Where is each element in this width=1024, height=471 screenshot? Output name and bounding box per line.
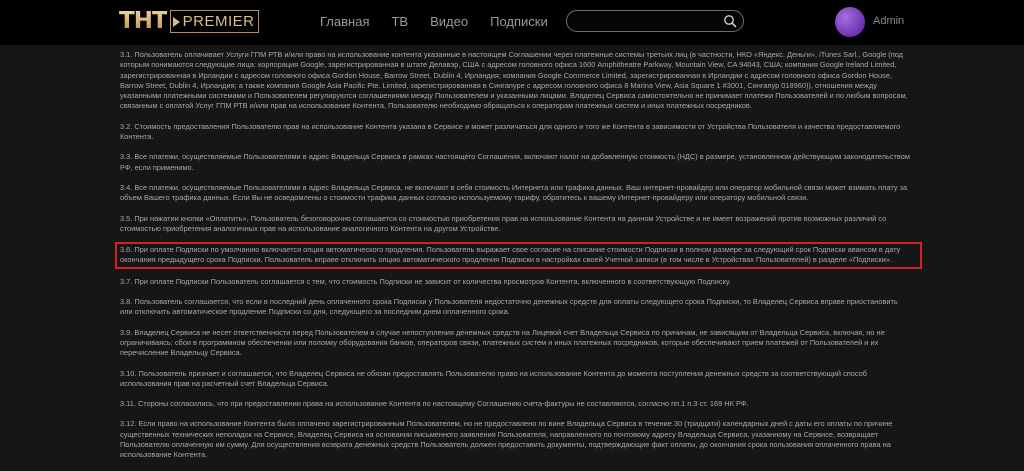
- search-input[interactable]: [577, 13, 721, 31]
- terms-paragraph-3-3: 3.3. Все платежи, осуществляемые Пользователями в адрес Владельца Сервиса в рамках настоящего Соглашения, включают налог на добавленную стоимость (НДС) в размере, установленном действующим законодательством РФ, если применимо.: [120, 152, 910, 172]
- nav-item-tv[interactable]: ТВ: [391, 14, 409, 29]
- search-box: [566, 10, 744, 32]
- terms-paragraph-3-11: 3.11. Стороны согласились, что при предоставлении права на использование Контента по настоящему Соглашению счета-фактуры не составляются, согласно пп.1 п.3 ст. 169 НК РФ.: [120, 399, 749, 409]
- terms-paragraph-3-10: 3.10. Пользователь признает и соглашается, что Владелец Сервиса не обязан предоставлять Пользователю право на использование Контента до момента поступления денежных средств за соответствующий способ использования прав на расчетный счет Владельца Сервиса.: [120, 368, 868, 388]
- nav-item-subscriptions[interactable]: Подписки: [490, 14, 548, 29]
- terms-paragraph-3-9: 3.9. Владелец Сервиса не несет ответственности перед Пользователем в случае непоступления денежных средств на Лицевой счет Владельца Сервиса по причинам, не зависящим от Владельца Сервиса, включая, но не ограничиваясь: сбои в программном обеспечении или поломку оборудования банков, операторов связи, платежных систем и иных платежных посредников, которые обеспечивают прием платежей от Пользователей и их перечисление Владельцу Сервиса.: [120, 327, 885, 358]
- nav-item-home[interactable]: Главная: [320, 14, 370, 29]
- terms-paragraph-3-2: 3.2. Стоимость предоставления Пользователю прав на использование Контента указана в Сервисе и может различаться для одного и того же Контента в зависимости от Устройства Пользователя и качества предоставляемого Контента.: [120, 121, 901, 142]
- terms-paragraph-3-12: 3.12. Если право на использование Контента было оплачено зарегистрированным Пользователем, но не предоставлено по вине Владельца Сервиса в течение 30 (тридцати) календарных дней с даты его оплаты по причине существенных технических неполадок на Сервисе, Владелец Сервиса на основании письменного заявления Пользователя, направленного по почтовому адресу Владельца Сервиса, указанному на Сервисе, возвращает Пользователю оплаченную им сумму. Для осуществления возврата денежных средств Пользователь должен предоставить документы, подтверждающие факт оплаты, до окончания срока пользования оплаченного права на использование Контента.: [120, 419, 893, 460]
- logo-tnt-text: ТНТ: [119, 8, 167, 34]
- terms-paragraph-3-5: 3.5. При нажатии кнопки «Оплатить», Пользователь безоговорочно соглашается со стоимостью приобретения прав на использование Контента на данном Устройстве и не имеет возражений против возможных различий со стоимостью приобретения аналогичных прав на использование аналогичного Контента на другом Устройстве.: [120, 213, 887, 233]
- username[interactable]: Admin: [873, 15, 905, 27]
- terms-content: [120, 50, 910, 471]
- main-nav: [320, 14, 570, 30]
- terms-paragraph-3-7: 3.7. При оплате Подписки Пользователь соглашается с тем, что стоимость Подписки не зависит от количества просмотров Контента, включенного в соответствующую Подписку.: [120, 276, 731, 286]
- terms-paragraph-3-4: 3.4. Все платежи, осуществляемые Пользователями в адрес Владельца Сервиса, не включают в себя стоимость Интернета или трафика данных. Ваш интернет-провайдер или оператор мобильной связи может взимать плату за объем Вашего трафика данных. Если Вы не осведомлены о стоимости трафика данных согласно используемому тарифу, обратитесь к вашему Интернет-провайдеру или оператору мобильной связи.: [120, 182, 908, 203]
- terms-paragraph-3-6-highlighted: 3.6. При оплате Подписки по умолчанию включается опция автоматического продления. Пользователь выражает свое согласие на списание стоимости Подписки в полном размере за следующий срок Подписки авансом в дату окончания предыдущего срока Подписки. Пользователь вправе отключить опцию автоматического продления Подписки в настройках своей Учетной записи (в том числе в Устройствах Пользователей) в разделе «Подписки».: [117, 244, 920, 267]
- logo[interactable]: [119, 9, 259, 34]
- avatar[interactable]: [835, 7, 865, 37]
- play-icon: [173, 17, 180, 27]
- terms-paragraph-3-1: 3.1. Пользователь оплачивает Услуги ГПМ РТВ и/или право на использование контента указанные в настоящем Соглашении через платежные системы третьих лиц (в частности, НКО «Яндекс. Деньги», iTunes Sarl., Google (под которым понимаются следующие лица: корпорация Google, зарегистрированная в штате Делавэр, США с адресом головного офиса 1600 Amphitheatre Parkway, Mountain View, CA 94043, США; компания Google Ireland Limited, зарегистрированная в Ирландии с адресом головного офиса Gordon House, Barrow Street, Dublin 4, Ирландия; компания Google Commerce Limited, зарегистрированная в Ирландии с адресом головного офиса Gordon House, Barrow Street, Dublin 4, Ирландия; а также компания Google Asia Pacific Pte. Limited, зарегистрированная в Сингапуре с адресом головного офиса 8 Marina View, Asia Square 1 #3001, Сингапур 018960)), отношения между указанными платежными системами и Пользователем регулируются соглашениями между Пользователем и указанными лицами. Владелец Сервиса самостоятельно не принимает платежи Пользователей и по любым вопросам, связанным с оплатой Услуг ГПМ РТВ и/или прав на использование Контента, Пользователю необходимо обращаться к операторам платежных систем и иных платежных посредников.: [120, 50, 908, 111]
- logo-premier-text: PREMIER: [182, 13, 255, 30]
- search-icon[interactable]: [723, 14, 737, 28]
- top-navigation-bar: [0, 0, 1024, 45]
- terms-paragraph-3-8: 3.8. Пользователь соглашается, что если в последний день оплаченного срока Подписки у Пользователя недостаточно денежных средств для оплаты следующего срока Подписки, то Владелец Сервиса вправе приостановить или отключить автоматическое продление Подписки со дня, следующего за последним днем оплаченного срока.: [120, 297, 898, 317]
- logo-premier-badge: [170, 10, 260, 33]
- nav-item-video[interactable]: Видео: [430, 14, 469, 29]
